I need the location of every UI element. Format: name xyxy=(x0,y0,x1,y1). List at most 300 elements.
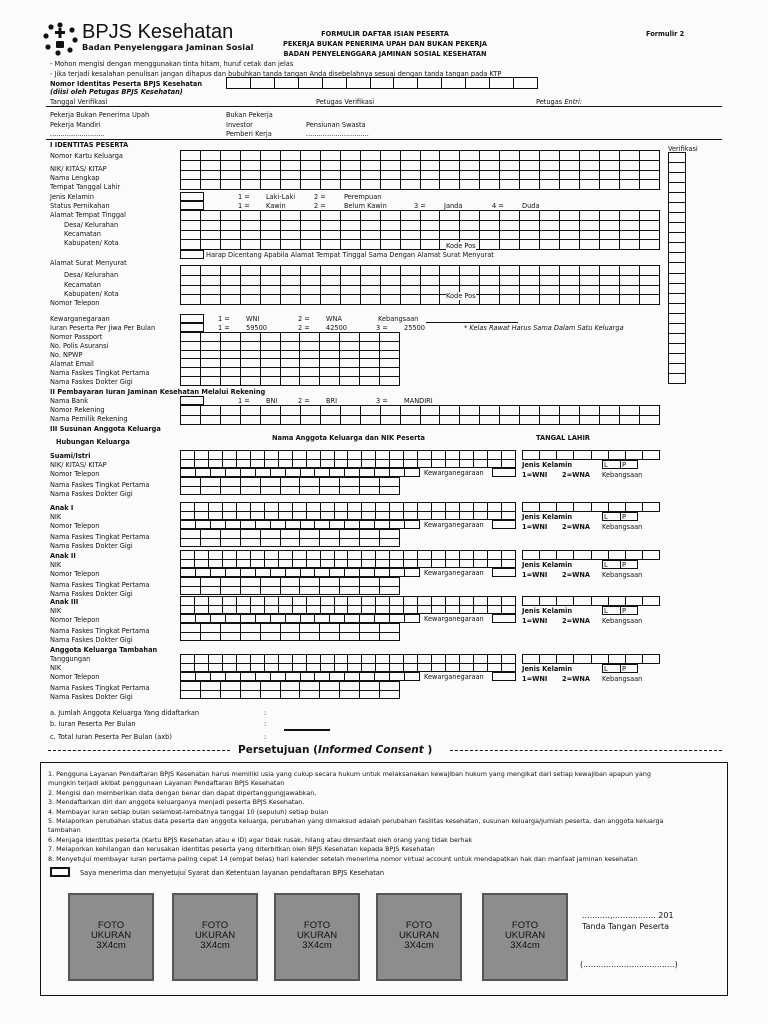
grid-cell[interactable] xyxy=(251,503,265,512)
grid-cell[interactable] xyxy=(196,569,211,577)
grid-cell[interactable] xyxy=(221,333,241,342)
grid-cell[interactable] xyxy=(261,578,281,587)
grid-cell[interactable] xyxy=(418,597,432,606)
grid-cell[interactable] xyxy=(405,569,420,577)
grid-cell[interactable] xyxy=(390,664,404,673)
grid-cell[interactable] xyxy=(560,151,580,161)
signature-name[interactable]: (....................................) xyxy=(580,960,678,969)
grid-cell[interactable] xyxy=(460,180,480,190)
grid-cell[interactable] xyxy=(237,597,251,606)
grid-cell[interactable] xyxy=(381,211,401,221)
grid-cell[interactable] xyxy=(620,231,640,241)
grid-cell[interactable] xyxy=(209,560,223,569)
photo-box-1[interactable] xyxy=(68,893,154,981)
grid-cell[interactable] xyxy=(421,276,441,286)
grid-cell[interactable] xyxy=(540,240,560,250)
grid-cell[interactable] xyxy=(221,587,241,596)
grid-cell[interactable] xyxy=(390,569,405,577)
grid-cell[interactable] xyxy=(488,664,502,673)
grid-cell[interactable] xyxy=(600,276,620,286)
grid-cell[interactable] xyxy=(401,211,421,221)
grid-cell[interactable] xyxy=(335,597,349,606)
grid-cell[interactable] xyxy=(181,469,196,477)
grid-cell[interactable] xyxy=(300,691,320,700)
grid-cell[interactable] xyxy=(380,624,400,633)
grid-cell[interactable] xyxy=(181,231,201,241)
grid-cell[interactable] xyxy=(335,655,349,664)
grid-cell[interactable] xyxy=(404,460,418,469)
grid-cell[interactable] xyxy=(299,78,323,89)
grid-cell[interactable] xyxy=(201,180,221,190)
grid-cell[interactable] xyxy=(669,243,686,253)
grid-cell[interactable] xyxy=(201,333,221,342)
grid-cell[interactable] xyxy=(181,377,201,386)
grid-cell[interactable] xyxy=(390,503,404,512)
grid-cell[interactable] xyxy=(281,478,301,487)
grid-cell[interactable] xyxy=(261,161,281,171)
grid-cell[interactable] xyxy=(251,551,265,560)
grid-cell[interactable] xyxy=(201,276,221,286)
grid-cell[interactable] xyxy=(321,451,335,460)
grid-cell[interactable] xyxy=(281,539,301,548)
grid-cell[interactable] xyxy=(251,560,265,569)
agree-checkbox[interactable] xyxy=(50,867,70,877)
member-kw-box[interactable] xyxy=(492,520,516,529)
grid-cell[interactable] xyxy=(404,655,418,664)
grid-cell[interactable] xyxy=(315,569,330,577)
grid-cell[interactable] xyxy=(360,530,380,539)
grid-cell[interactable] xyxy=(446,551,460,560)
grid-cell[interactable] xyxy=(600,286,620,296)
grid-cell[interactable] xyxy=(315,521,330,529)
grid-cell[interactable] xyxy=(181,691,201,700)
grid-cell[interactable] xyxy=(620,221,640,231)
grid-cell[interactable] xyxy=(321,606,335,615)
jk-box[interactable] xyxy=(180,192,204,201)
grid-cell[interactable] xyxy=(600,416,620,426)
grid-cell[interactable] xyxy=(335,460,349,469)
grid-cell[interactable] xyxy=(361,276,381,286)
grid-cell[interactable] xyxy=(241,368,261,377)
grid-cell[interactable] xyxy=(226,521,241,529)
grid-cell[interactable] xyxy=(500,171,520,181)
grid-cell[interactable] xyxy=(380,359,400,368)
grid-cell[interactable] xyxy=(574,655,591,664)
grid-cell[interactable] xyxy=(362,655,376,664)
grid-cell[interactable] xyxy=(580,240,600,250)
grid-cell[interactable] xyxy=(361,266,381,276)
grid-cell[interactable] xyxy=(669,324,686,334)
grid-cell[interactable] xyxy=(440,416,460,426)
grid-cell[interactable] xyxy=(335,551,349,560)
grid-cell[interactable] xyxy=(574,551,591,560)
grid-cell[interactable] xyxy=(474,560,488,569)
grid-cell[interactable] xyxy=(181,503,195,512)
grid-cell[interactable] xyxy=(221,478,241,487)
photo-box-3[interactable] xyxy=(274,893,360,981)
grid-cell[interactable] xyxy=(371,78,395,89)
grid-cell[interactable] xyxy=(221,351,241,360)
grid-cell[interactable] xyxy=(256,615,271,623)
grid-cell[interactable] xyxy=(281,359,301,368)
grid-cell[interactable] xyxy=(460,597,474,606)
grid-cell[interactable] xyxy=(560,406,580,416)
grid-cell[interactable] xyxy=(293,512,307,521)
grid-cell[interactable] xyxy=(361,151,381,161)
grid-cell[interactable] xyxy=(480,286,500,296)
grid-cell[interactable] xyxy=(460,460,474,469)
grid-cell[interactable] xyxy=(241,151,261,161)
grid-cell[interactable] xyxy=(490,78,514,89)
grid-cell[interactable] xyxy=(307,503,321,512)
grid-cell[interactable] xyxy=(340,351,360,360)
grid-cell[interactable] xyxy=(380,682,400,691)
grid-cell[interactable] xyxy=(321,161,341,171)
grid-cell[interactable] xyxy=(181,551,195,560)
grid-cell[interactable] xyxy=(321,560,335,569)
grid-cell[interactable] xyxy=(211,469,226,477)
grid-cell[interactable] xyxy=(241,240,261,250)
grid-cell[interactable] xyxy=(261,295,281,305)
grid-cell[interactable] xyxy=(221,211,241,221)
grid-cell[interactable] xyxy=(380,342,400,351)
grid-cell[interactable] xyxy=(620,180,640,190)
grid-cell[interactable] xyxy=(381,221,401,231)
grid-cell[interactable] xyxy=(340,487,360,496)
grid-cell[interactable] xyxy=(307,551,321,560)
identity-grid-top[interactable] xyxy=(180,150,660,190)
grid-cell[interactable] xyxy=(261,487,281,496)
grid-cell[interactable] xyxy=(540,597,557,606)
grid-cell[interactable] xyxy=(390,521,405,529)
grid-cell[interactable] xyxy=(348,503,362,512)
grid-cell[interactable] xyxy=(237,460,251,469)
grid-cell[interactable] xyxy=(340,578,360,587)
grid-cell[interactable] xyxy=(405,615,420,623)
grid-cell[interactable] xyxy=(640,286,660,296)
grid-cell[interactable] xyxy=(520,171,540,181)
grid-cell[interactable] xyxy=(241,406,261,416)
grid-cell[interactable] xyxy=(300,578,320,587)
grid-cell[interactable] xyxy=(348,597,362,606)
grid-cell[interactable] xyxy=(669,213,686,223)
grid-cell[interactable] xyxy=(380,578,400,587)
grid-cell[interactable] xyxy=(640,211,660,221)
grid-cell[interactable] xyxy=(221,487,241,496)
grid-cell[interactable] xyxy=(241,578,261,587)
grid-cell[interactable] xyxy=(404,597,418,606)
grid-cell[interactable] xyxy=(293,503,307,512)
grid-cell[interactable] xyxy=(241,231,261,241)
grid-cell[interactable] xyxy=(301,231,321,241)
grid-cell[interactable] xyxy=(592,597,609,606)
grid-cell[interactable] xyxy=(241,530,261,539)
grid-cell[interactable] xyxy=(221,295,241,305)
grid-cell[interactable] xyxy=(340,359,360,368)
grid-cell[interactable] xyxy=(195,503,209,512)
grid-cell[interactable] xyxy=(345,673,360,681)
grid-cell[interactable] xyxy=(360,539,380,548)
grid-cell[interactable] xyxy=(502,560,516,569)
member-name-grid[interactable] xyxy=(180,450,516,468)
grid-cell[interactable] xyxy=(201,359,221,368)
grid-cell[interactable] xyxy=(209,512,223,521)
grid-cell[interactable] xyxy=(221,151,241,161)
grid-cell[interactable] xyxy=(580,151,600,161)
grid-cell[interactable] xyxy=(261,286,281,296)
grid-cell[interactable] xyxy=(335,606,349,615)
grid-cell[interactable] xyxy=(261,416,281,426)
grid-cell[interactable] xyxy=(330,615,345,623)
grid-cell[interactable] xyxy=(620,406,640,416)
grid-cell[interactable] xyxy=(221,691,241,700)
grid-cell[interactable] xyxy=(279,451,293,460)
grid-cell[interactable] xyxy=(421,211,441,221)
grid-cell[interactable] xyxy=(540,266,560,276)
grid-cell[interactable] xyxy=(348,560,362,569)
grid-cell[interactable] xyxy=(221,682,241,691)
grid-cell[interactable] xyxy=(520,161,540,171)
grid-cell[interactable] xyxy=(480,240,500,250)
grid-cell[interactable] xyxy=(241,682,261,691)
grid-cell[interactable] xyxy=(480,211,500,221)
grid-cell[interactable] xyxy=(460,560,474,569)
grid-cell[interactable] xyxy=(281,624,301,633)
grid-cell[interactable] xyxy=(281,368,301,377)
grid-cell[interactable] xyxy=(540,231,560,241)
grid-cell[interactable] xyxy=(181,655,195,664)
grid-cell[interactable] xyxy=(261,359,281,368)
grid-cell[interactable] xyxy=(181,530,201,539)
grid-cell[interactable] xyxy=(181,615,196,623)
grid-cell[interactable] xyxy=(226,615,241,623)
grid-cell[interactable] xyxy=(286,469,301,477)
grid-cell[interactable] xyxy=(592,551,609,560)
grid-cell[interactable] xyxy=(390,551,404,560)
grid-cell[interactable] xyxy=(360,478,380,487)
grid-cell[interactable] xyxy=(261,266,281,276)
grid-cell[interactable] xyxy=(281,286,301,296)
grid-cell[interactable] xyxy=(421,231,441,241)
grid-cell[interactable] xyxy=(241,351,261,360)
grid-cell[interactable] xyxy=(669,193,686,203)
grid-cell[interactable] xyxy=(540,655,557,664)
grid-cell[interactable] xyxy=(293,655,307,664)
grid-cell[interactable] xyxy=(221,266,241,276)
grid-cell[interactable] xyxy=(281,351,301,360)
grid-cell[interactable] xyxy=(361,221,381,231)
grid-cell[interactable] xyxy=(300,351,320,360)
grid-cell[interactable] xyxy=(181,487,201,496)
grid-cell[interactable] xyxy=(281,578,301,587)
grid-cell[interactable] xyxy=(261,633,281,642)
grid-cell[interactable] xyxy=(361,240,381,250)
grid-cell[interactable] xyxy=(376,503,390,512)
grid-cell[interactable] xyxy=(201,295,221,305)
member-name-grid[interactable] xyxy=(180,502,516,520)
grid-cell[interactable] xyxy=(300,368,320,377)
grid-cell[interactable] xyxy=(488,655,502,664)
grid-cell[interactable] xyxy=(500,416,520,426)
grid-cell[interactable] xyxy=(279,551,293,560)
grid-cell[interactable] xyxy=(580,211,600,221)
grid-cell[interactable] xyxy=(669,304,686,314)
same-address-checkbox[interactable] xyxy=(180,250,204,259)
grid-cell[interactable] xyxy=(241,539,261,548)
member-kw-box[interactable] xyxy=(492,614,516,623)
grid-cell[interactable] xyxy=(390,460,404,469)
grid-cell[interactable] xyxy=(320,377,340,386)
grid-cell[interactable] xyxy=(580,180,600,190)
grid-cell[interactable] xyxy=(301,266,321,276)
grid-cell[interactable] xyxy=(256,673,271,681)
grid-cell[interactable] xyxy=(580,161,600,171)
grid-cell[interactable] xyxy=(321,276,341,286)
grid-cell[interactable] xyxy=(261,276,281,286)
grid-cell[interactable] xyxy=(201,406,221,416)
grid-cell[interactable] xyxy=(348,451,362,460)
grid-cell[interactable] xyxy=(281,377,301,386)
grid-cell[interactable] xyxy=(300,624,320,633)
grid-cell[interactable] xyxy=(440,171,460,181)
grid-cell[interactable] xyxy=(669,284,686,294)
grid-cell[interactable] xyxy=(380,587,400,596)
grid-cell[interactable] xyxy=(181,295,201,305)
grid-cell[interactable] xyxy=(502,512,516,521)
grid-cell[interactable] xyxy=(540,295,560,305)
grid-cell[interactable] xyxy=(381,240,401,250)
grid-cell[interactable] xyxy=(321,151,341,161)
grid-cell[interactable] xyxy=(380,539,400,548)
grid-cell[interactable] xyxy=(390,451,404,460)
grid-cell[interactable] xyxy=(221,416,241,426)
grid-cell[interactable] xyxy=(404,560,418,569)
grid-cell[interactable] xyxy=(460,211,480,221)
grid-cell[interactable] xyxy=(592,503,609,512)
grid-cell[interactable] xyxy=(440,221,460,231)
grid-cell[interactable] xyxy=(381,286,401,296)
grid-cell[interactable] xyxy=(460,161,480,171)
grid-cell[interactable] xyxy=(201,351,221,360)
grid-cell[interactable] xyxy=(261,351,281,360)
grid-cell[interactable] xyxy=(321,655,335,664)
grid-cell[interactable] xyxy=(241,295,261,305)
grid-cell[interactable] xyxy=(390,597,404,606)
grid-cell[interactable] xyxy=(340,377,360,386)
grid-cell[interactable] xyxy=(560,171,580,181)
grid-cell[interactable] xyxy=(643,451,660,460)
grid-cell[interactable] xyxy=(341,211,361,221)
grid-cell[interactable] xyxy=(321,211,341,221)
grid-cell[interactable] xyxy=(341,286,361,296)
member-name-grid[interactable] xyxy=(180,596,516,614)
grid-cell[interactable] xyxy=(341,416,361,426)
grid-cell[interactable] xyxy=(375,673,390,681)
grid-cell[interactable] xyxy=(600,211,620,221)
grid-cell[interactable] xyxy=(376,664,390,673)
grid-cell[interactable] xyxy=(340,633,360,642)
grid-cell[interactable] xyxy=(345,521,360,529)
participant-id-grid[interactable] xyxy=(226,77,538,89)
grid-cell[interactable] xyxy=(580,266,600,276)
grid-cell[interactable] xyxy=(209,503,223,512)
grid-cell[interactable] xyxy=(271,673,286,681)
grid-cell[interactable] xyxy=(560,266,580,276)
grid-cell[interactable] xyxy=(480,416,500,426)
grid-cell[interactable] xyxy=(540,286,560,296)
grid-cell[interactable] xyxy=(261,530,281,539)
grid-cell[interactable] xyxy=(488,551,502,560)
grid-cell[interactable] xyxy=(460,512,474,521)
grid-cell[interactable] xyxy=(540,406,560,416)
grid-cell[interactable] xyxy=(301,151,321,161)
grid-cell[interactable] xyxy=(480,406,500,416)
grid-cell[interactable] xyxy=(421,295,441,305)
grid-cell[interactable] xyxy=(275,78,299,89)
grid-cell[interactable] xyxy=(362,606,376,615)
grid-cell[interactable] xyxy=(281,333,301,342)
grid-cell[interactable] xyxy=(241,633,261,642)
grid-cell[interactable] xyxy=(223,551,237,560)
grid-cell[interactable] xyxy=(523,597,540,606)
grid-cell[interactable] xyxy=(376,512,390,521)
grid-cell[interactable] xyxy=(376,655,390,664)
grid-cell[interactable] xyxy=(265,551,279,560)
grid-cell[interactable] xyxy=(335,512,349,521)
grid-cell[interactable] xyxy=(321,597,335,606)
grid-cell[interactable] xyxy=(362,503,376,512)
grid-cell[interactable] xyxy=(609,503,626,512)
grid-cell[interactable] xyxy=(281,161,301,171)
grid-cell[interactable] xyxy=(480,266,500,276)
grid-cell[interactable] xyxy=(241,377,261,386)
grid-cell[interactable] xyxy=(237,551,251,560)
grid-cell[interactable] xyxy=(592,451,609,460)
grid-cell[interactable] xyxy=(181,406,201,416)
grid-cell[interactable] xyxy=(474,512,488,521)
grid-cell[interactable] xyxy=(181,266,201,276)
grid-cell[interactable] xyxy=(401,240,421,250)
grid-cell[interactable] xyxy=(307,606,321,615)
grid-cell[interactable] xyxy=(401,221,421,231)
grid-cell[interactable] xyxy=(376,551,390,560)
grid-cell[interactable] xyxy=(341,406,361,416)
bank-account-grid[interactable] xyxy=(180,405,660,425)
grid-cell[interactable] xyxy=(181,539,201,548)
grid-cell[interactable] xyxy=(209,551,223,560)
grid-cell[interactable] xyxy=(307,512,321,521)
grid-cell[interactable] xyxy=(500,161,520,171)
grid-cell[interactable] xyxy=(600,406,620,416)
grid-cell[interactable] xyxy=(320,530,340,539)
grid-cell[interactable] xyxy=(405,469,420,477)
grid-cell[interactable] xyxy=(440,180,460,190)
grid-cell[interactable] xyxy=(474,551,488,560)
grid-cell[interactable] xyxy=(446,597,460,606)
grid-cell[interactable] xyxy=(196,673,211,681)
grid-cell[interactable] xyxy=(376,606,390,615)
grid-cell[interactable] xyxy=(211,569,226,577)
grid-cell[interactable] xyxy=(256,521,271,529)
grid-cell[interactable] xyxy=(502,664,516,673)
grid-cell[interactable] xyxy=(376,451,390,460)
grid-cell[interactable] xyxy=(256,569,271,577)
grid-cell[interactable] xyxy=(418,655,432,664)
grid-cell[interactable] xyxy=(520,211,540,221)
grid-cell[interactable] xyxy=(201,633,221,642)
grid-cell[interactable] xyxy=(669,183,686,193)
grid-cell[interactable] xyxy=(669,274,686,284)
